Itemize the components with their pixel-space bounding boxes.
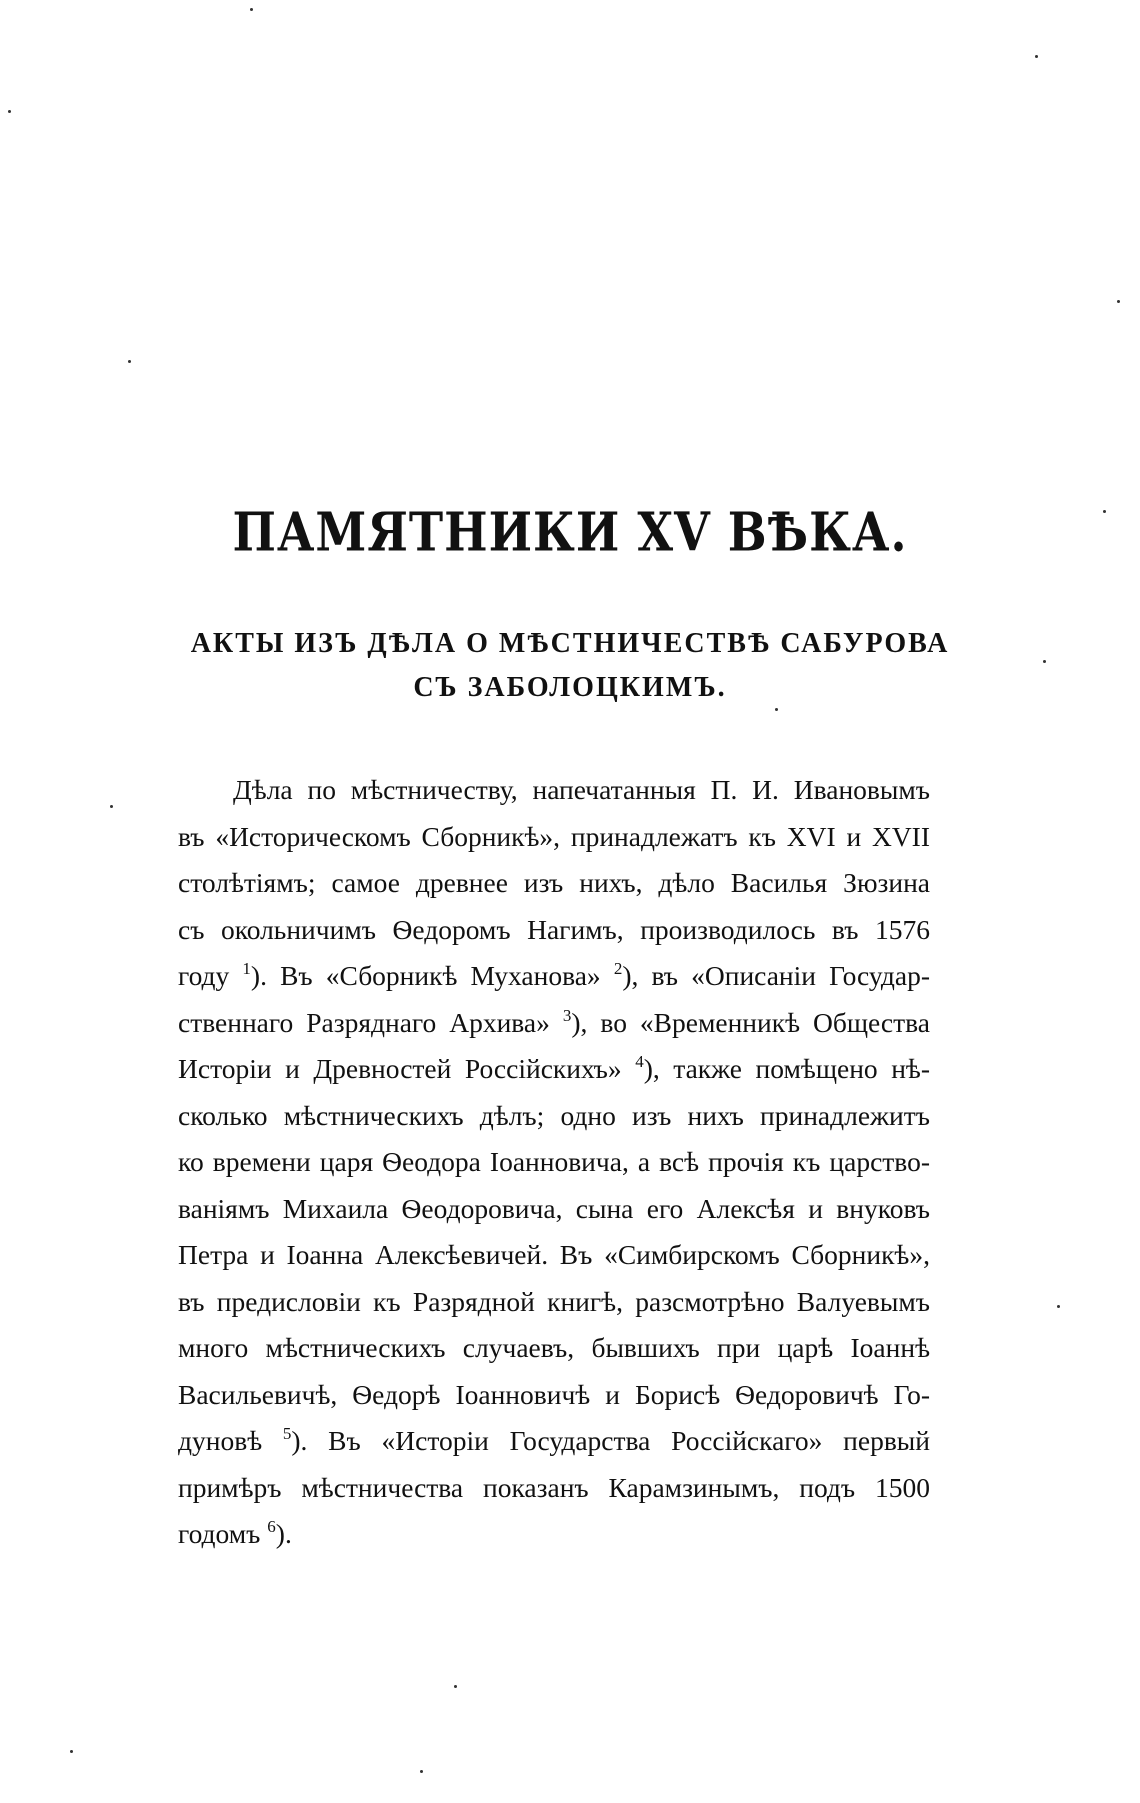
scan-speck (454, 1685, 457, 1688)
footnote-ref: 5 (282, 1424, 292, 1443)
scan-speck (8, 110, 11, 113)
main-title: ПАМЯТНИКИ XV ВѢКА. (232, 500, 908, 564)
body-paragraph (178, 767, 930, 1558)
line-text: примѣръ мѣстничества показанъ Карамзинымъ, подъ 1500 (178, 1471, 930, 1503)
scan-speck (1057, 1305, 1060, 1308)
line-text: Васильевичѣ, Ѳедорѣ Іоанновичѣ и Борисѣ Ѳедоровичѣ Го- (178, 1378, 930, 1410)
line-text: столѣтіямъ; самое древнее изъ нихъ, дѣло Василья Зюзина (178, 867, 930, 898)
scan-speck (128, 360, 131, 363)
scan-speck (110, 805, 113, 808)
paragraph-line (178, 1465, 930, 1512)
paragraph-line (178, 907, 930, 954)
scan-speck (775, 708, 778, 711)
paragraph-line (178, 1046, 930, 1093)
line-text: ), во «Временникѣ Общества (571, 1006, 930, 1038)
line-text: дуновѣ (178, 1425, 283, 1456)
subtitle (0, 622, 1140, 710)
footnote-ref: 1 (242, 959, 251, 978)
line-text: ваніямъ Михаила Ѳеодоровича, сына его Алексѣя и внуковъ (178, 1192, 930, 1224)
line-text: ). (275, 1518, 292, 1549)
scan-speck (250, 8, 253, 11)
line-text: въ предисловіи къ Разрядной книгѣ, разсмотрѣно Валуевымъ (178, 1285, 930, 1317)
line-text: Петра и Іоанна Алексѣевичей. Въ «Симбирскомъ Сборникѣ», (178, 1239, 930, 1270)
line-text: годомъ (178, 1518, 268, 1549)
line-text: въ «Историческомъ Сборникѣ», принадлежатъ къ XVI и XVII (178, 820, 930, 852)
scan-speck (420, 1770, 423, 1773)
line-text: ). Въ «Исторіи Государства Россійскаго» первый (291, 1425, 930, 1456)
scan-speck (1103, 510, 1106, 513)
paragraph-line (178, 860, 930, 907)
line-text: ко времени царя Ѳеодора Іоанновича, а всѣ прочія къ царство- (178, 1146, 930, 1177)
paragraph-line (178, 767, 930, 814)
line-text: много мѣстническихъ случаевъ, бывшихъ при царѣ Іоаннѣ (178, 1332, 930, 1363)
scan-speck (70, 1750, 73, 1753)
line-text: Исторіи и Древностей Россійскихъ» (178, 1053, 636, 1084)
scan-speck (1035, 55, 1038, 58)
paragraph-line (178, 1093, 930, 1140)
line-text: ). Въ «Сборникѣ Муханова» (250, 960, 614, 991)
paragraph-line (178, 1511, 930, 1558)
line-text: ), въ «Описаніи Государ- (622, 960, 930, 991)
subtitle-line: СЪ ЗАБОЛОЦКИМЪ. (413, 672, 727, 703)
paragraph-line (178, 1232, 930, 1279)
line-text: Дѣла по мѣстничеству, напечатанныя П. И. Ивановымъ (233, 774, 930, 805)
paragraph-line (178, 1000, 930, 1047)
line-text: ственнаго Разряднаго Архива» (178, 1006, 563, 1038)
line-text: сколько мѣстническихъ дѣлъ; одно изъ нихъ принадлежитъ (178, 1099, 930, 1131)
footnote-ref: 3 (562, 1005, 572, 1025)
paragraph-line (178, 1418, 930, 1465)
scan-speck (1043, 660, 1046, 663)
scan-speck (1117, 300, 1120, 303)
paragraph-line (178, 1325, 930, 1372)
paragraph-line (178, 1372, 930, 1419)
subtitle-line: АКТЫ ИЗЪ ДѢЛА О МѢСТНИЧЕСТВѢ САБУРОВА (190, 628, 950, 659)
paragraph-line (178, 1139, 930, 1186)
paragraph-line (178, 1186, 930, 1233)
line-text: ), также помѣщено нѣ- (643, 1053, 931, 1084)
footnote-ref: 6 (267, 1517, 276, 1536)
footnote-ref: 4 (635, 1052, 644, 1071)
footnote-ref: 2 (613, 959, 623, 978)
paragraph-line (178, 1279, 930, 1326)
paragraph-line (178, 814, 930, 861)
paragraph-line (178, 953, 930, 1000)
line-text: году (178, 960, 243, 991)
line-text: съ окольничимъ Ѳедоромъ Нагимъ, производилось въ 1576 (178, 913, 930, 945)
